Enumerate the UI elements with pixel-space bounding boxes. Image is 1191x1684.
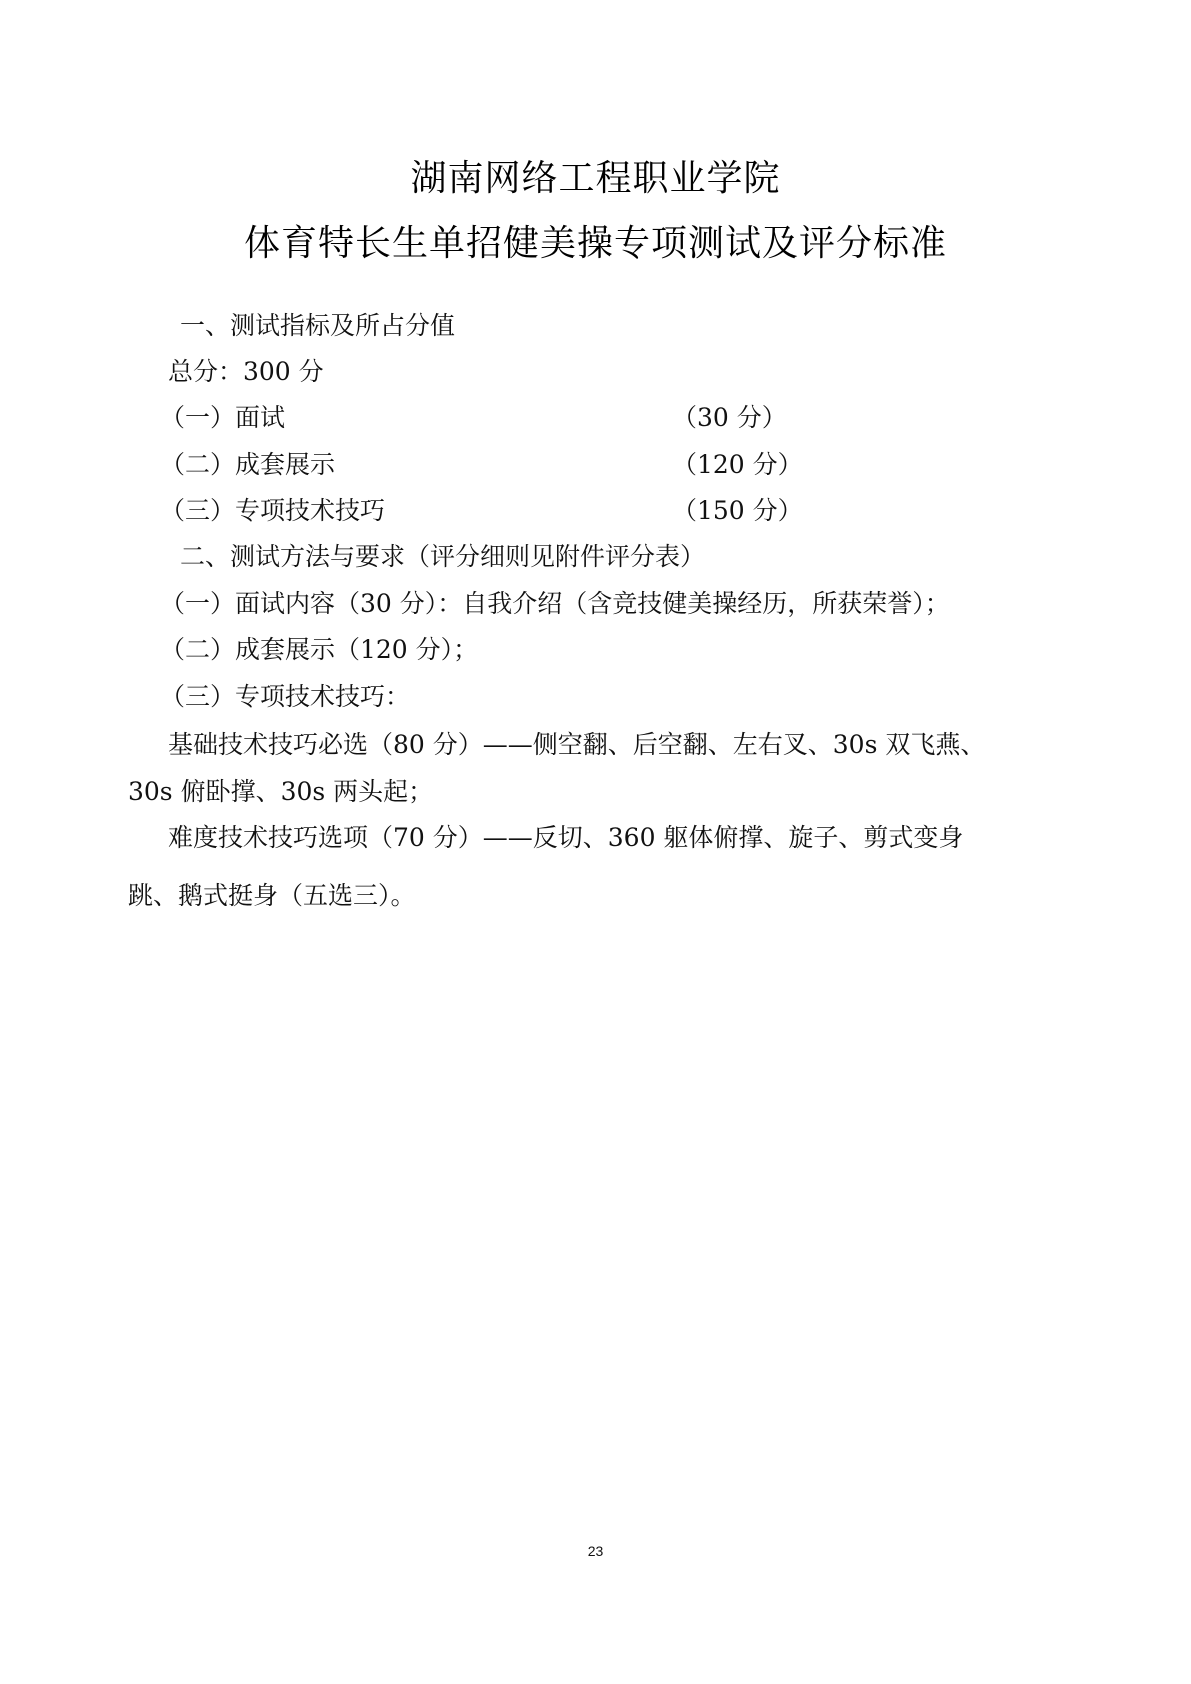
basic-technique-line1: 基础技术技巧必选（80 分）——侧空翻、后空翻、左右叉、30s 双飞燕、 (168, 730, 986, 759)
section2-heading: 二、测试方法与要求（评分细则见附件评分表） (180, 542, 706, 571)
document-title-subject: 体育特长生单招健美操专项测试及评分标准 (243, 223, 947, 264)
item-interview-score: （30 分） (672, 403, 787, 432)
section2-routine: （二）成套展示（120 分）； (160, 635, 479, 664)
item-interview-label: （一）面试 (160, 403, 286, 432)
page-number: 23 (587, 1543, 604, 1559)
difficulty-technique-line2: 跳、鹅式挺身（五选三）。 (128, 881, 416, 910)
section2-technique-heading: （三）专项技术技巧： (160, 682, 411, 711)
total-score: 总分：300 分 (168, 357, 324, 386)
item-technique-label: （三）专项技术技巧 (160, 496, 386, 525)
item-routine-score: （120 分） (672, 450, 803, 479)
difficulty-technique-line1: 难度技术技巧选项（70 分）——反切、360 躯体俯撑、旋子、剪式变身 (168, 823, 964, 852)
basic-technique-line2: 30s 俯卧撑、30s 两头起； (128, 777, 434, 806)
section1-heading: 一、测试指标及所占分值 (180, 311, 456, 340)
section2-interview-content: （一）面试内容（30 分）：自我介绍（含竞技健美操经历，所获荣誉）； (160, 589, 950, 618)
document-title-institution: 湖南网络工程职业学院 (410, 158, 781, 199)
item-routine-label: （二）成套展示 (160, 450, 336, 479)
item-technique-score: （150 分） (672, 496, 803, 525)
